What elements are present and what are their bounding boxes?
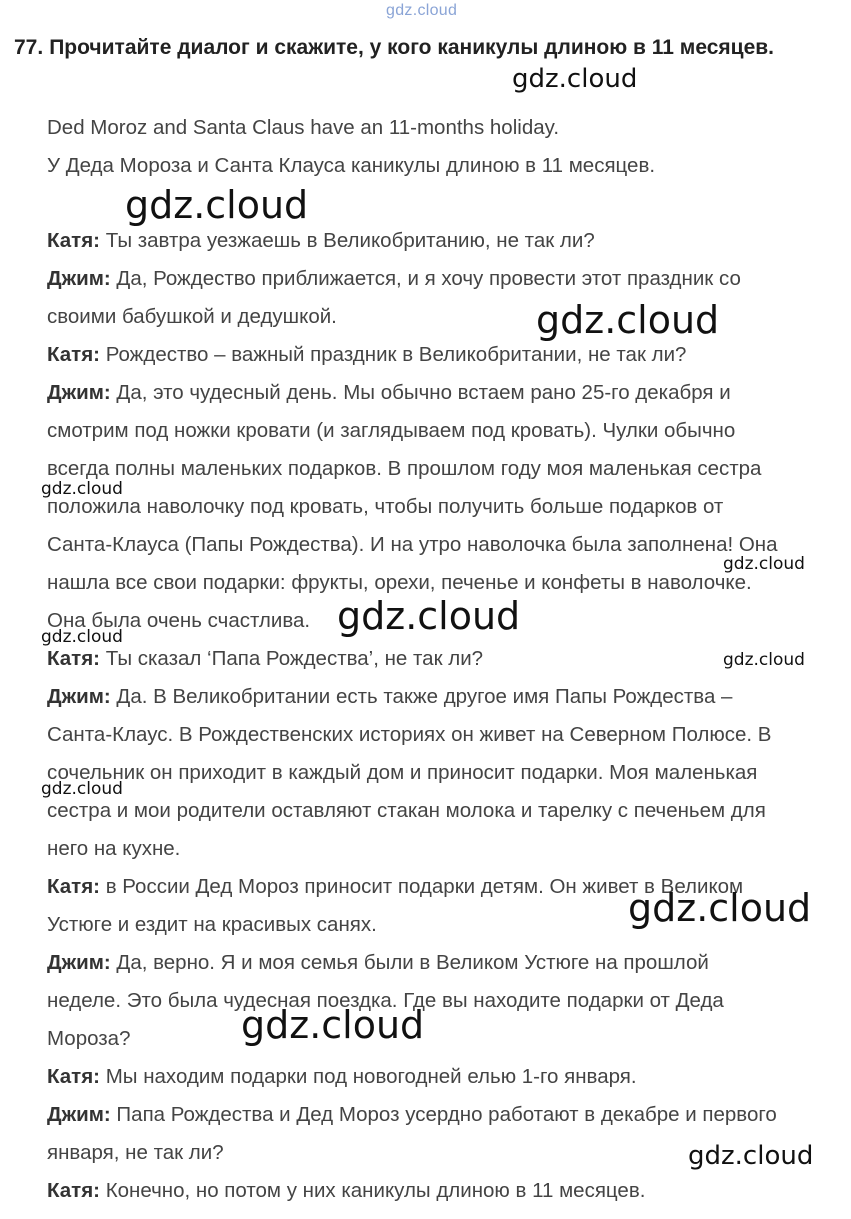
line-text: января, не так ли?	[47, 1141, 224, 1164]
dialogue-line	[47, 1141, 224, 1165]
speaker-name: Джим:	[47, 685, 111, 708]
dialogue-line	[47, 685, 732, 709]
line-text: Папа Рождества и Дед Мороз усердно работают в декабре и первого	[110, 1103, 777, 1126]
task-heading	[14, 36, 774, 60]
dialogue-line	[47, 951, 709, 975]
task-number: 77.	[14, 36, 44, 59]
watermark: gdz.cloud	[241, 1003, 425, 1047]
dialogue-line	[47, 229, 595, 253]
dialogue-line	[47, 495, 723, 519]
dialogue-line	[47, 799, 766, 823]
line-text: положила наволочку под кровать, чтобы получить больше подарков от	[47, 495, 724, 518]
task-text: Прочитайте диалог и скажите, у кого каникулы длиною в 11 месяцев.	[49, 36, 774, 59]
watermark: gdz.cloud	[628, 886, 812, 930]
speaker-name: Джим:	[47, 951, 111, 974]
line-text: неделе. Это была чудесная поездка. Где вы находите подарки от Деда	[47, 989, 724, 1012]
speaker-name: Катя:	[47, 343, 100, 366]
dialogue-line	[47, 1027, 130, 1051]
dialogue-line	[47, 1179, 645, 1203]
speaker-name: Катя:	[47, 647, 100, 670]
line-text: в России Дед Мороз приносит подарки детям. Он живет в Великом	[100, 875, 744, 898]
line-text: Она была очень счастлива.	[47, 609, 311, 632]
dialogue-line	[47, 457, 761, 481]
dialogue-line	[47, 267, 741, 291]
speaker-name: Катя:	[47, 875, 100, 898]
line-text: своими бабушкой и дедушкой.	[47, 305, 337, 328]
line-text: Устюге и ездит на красивых санях.	[47, 913, 377, 936]
speaker-name: Джим:	[47, 381, 111, 404]
watermark: gdz.cloud	[41, 479, 123, 499]
line-text: всегда полны маленьких подарков. В прошлом году моя маленькая сестра	[47, 457, 762, 480]
line-text: Мы находим подарки под новогодней елью 1-го января.	[100, 1065, 637, 1088]
line-text: Рождество – важный праздник в Великобритании, не так ли?	[100, 343, 687, 366]
watermark: gdz.cloud	[536, 298, 720, 342]
dialogue-line	[47, 305, 337, 329]
watermark: gdz.cloud	[723, 650, 805, 670]
dialogue-line	[47, 533, 778, 557]
watermark: gdz.cloud	[723, 554, 805, 574]
line-text: Ты сказал ‘Папа Рождества’, не так ли?	[100, 647, 484, 670]
line-text: Санта-Клаус. В Рождественских историях он живет на Северном Полюсе. В	[47, 723, 772, 746]
speaker-name: Катя:	[47, 1179, 100, 1202]
line-text: Мороза?	[47, 1027, 131, 1050]
dialogue-line	[47, 837, 180, 861]
dialogue-line	[47, 343, 686, 367]
line-text: Да, это чудесный день. Мы обычно встаем рано 25-го декабря и	[110, 381, 731, 404]
line-text: сестра и мои родители оставляют стакан молока и тарелку с печеньем для	[47, 799, 766, 822]
watermark: gdz.cloud	[125, 183, 309, 227]
speaker-name: Джим:	[47, 267, 111, 290]
answer-line-russian: У Деда Мороза и Санта Клауса каникулы длиною в 11 месяцев.	[47, 154, 656, 177]
speaker-name: Джим:	[47, 1103, 111, 1126]
dialogue-line	[47, 647, 483, 671]
line-text: него на кухне.	[47, 837, 181, 860]
dialogue-line	[47, 1103, 777, 1127]
line-text: Ты завтра уезжаешь в Великобританию, не так ли?	[100, 229, 595, 252]
watermark: gdz.cloud	[688, 1141, 814, 1171]
dialogue-line	[47, 381, 731, 405]
line-text: Санта-Клауса (Папы Рождества). И на утро наволочка была заполнена! Она	[47, 533, 778, 556]
watermark: gdz.cloud	[41, 779, 123, 799]
line-text: Да, Рождество приближается, и я хочу провести этот праздник со	[110, 267, 741, 290]
line-text: Да. В Великобритании есть также другое имя Папы Рождества –	[110, 685, 733, 708]
dialogue-line	[47, 913, 377, 937]
dialogue-line	[47, 571, 752, 595]
speaker-name: Катя:	[47, 229, 100, 252]
dialogue-line	[47, 723, 771, 747]
line-text: нашла все свои подарки: фрукты, орехи, печенье и конфеты в наволочке.	[47, 571, 752, 594]
speaker-name: Катя:	[47, 1065, 100, 1088]
dialogue-line	[47, 419, 735, 443]
answer-line-english: Ded Moroz and Santa Claus have an 11-months holiday.	[47, 116, 560, 139]
dialogue-line	[47, 1065, 637, 1089]
line-text: смотрим под ножки кровати (и заглядываем под кровать). Чулки обычно	[47, 419, 736, 442]
line-text: Да, верно. Я и моя семья были в Великом Устюге на прошлой	[110, 951, 709, 974]
watermark: gdz.cloud	[337, 594, 521, 638]
line-text: сочельник он приходит в каждый дом и приносит подарки. Моя маленькая	[47, 761, 758, 784]
top-watermark: gdz.cloud	[386, 2, 458, 19]
watermark: gdz.cloud	[512, 64, 638, 94]
line-text: Конечно, но потом у них каникулы длиною в 11 месяцев.	[100, 1179, 646, 1202]
watermark: gdz.cloud	[41, 627, 123, 647]
dialogue-line	[47, 761, 757, 785]
